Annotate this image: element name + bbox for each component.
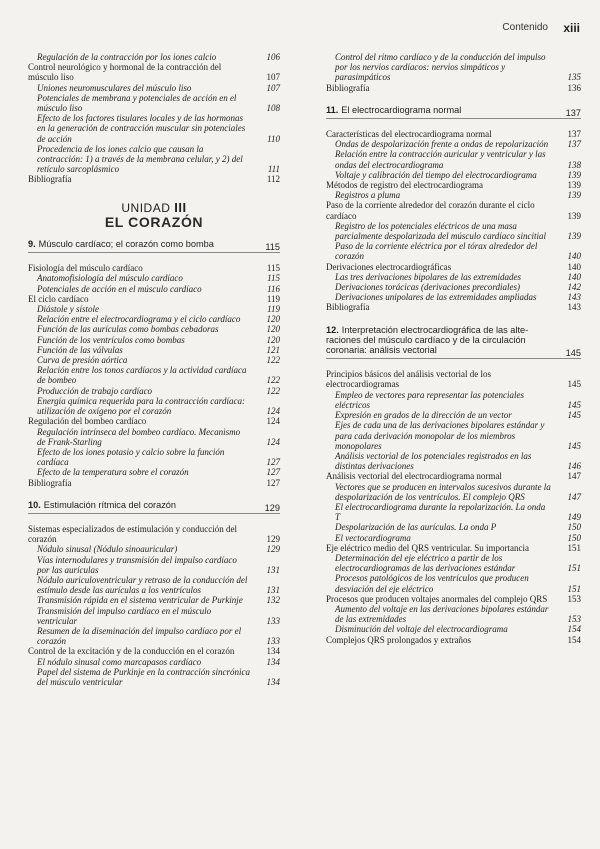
toc-entry[interactable] xyxy=(326,573,581,593)
toc-list xyxy=(326,129,581,313)
header-section-title: Contenido xyxy=(502,22,548,33)
toc-entry[interactable] xyxy=(326,543,581,553)
toc-entry-page: 137 xyxy=(567,139,581,150)
toc-entry-title: Efecto de la temperatura sobre el corazón xyxy=(37,467,189,478)
toc-entry-page: 122 xyxy=(266,375,280,386)
toc-entry-title: Efecto de los factores tisulares locales y de las hormonas en la generación de contracción muscular sin potenciales de acción xyxy=(37,113,246,144)
toc-entry[interactable] xyxy=(28,304,280,314)
toc-entry[interactable] xyxy=(28,335,280,345)
toc-entry[interactable] xyxy=(28,555,280,575)
toc-entry-title: Función de las aurículas como bombas cebadoras xyxy=(37,324,219,335)
toc-entry-page: 139 xyxy=(567,169,581,180)
toc-list xyxy=(28,263,280,487)
toc-entry-page: 133 xyxy=(266,636,280,647)
toc-entry-title: Registros a pluma xyxy=(335,190,401,201)
toc-entry-page: 135 xyxy=(567,72,581,83)
toc-entry-title: Procesos que producen voltajes anormales del complejo QRS xyxy=(326,593,548,604)
toc-entry-page: 146 xyxy=(567,461,581,472)
toc-entry-page: 129 xyxy=(266,544,280,555)
toc-entry[interactable] xyxy=(28,62,280,82)
toc-entry[interactable] xyxy=(326,594,581,604)
toc-entry[interactable] xyxy=(28,314,280,324)
toc-entry[interactable] xyxy=(326,52,581,83)
toc-entry-title: Relación entre el electrocardiograma y el ciclo cardíaco xyxy=(37,314,241,325)
toc-entry[interactable] xyxy=(28,273,280,283)
toc-entry-title: Expresión en grados de la dirección de un vector xyxy=(335,410,512,421)
toc-entry[interactable] xyxy=(28,365,280,385)
toc-entry[interactable] xyxy=(28,626,280,646)
toc-entry-title: Aumento del voltaje en las derivaciones bipolares estándar de las extremidades xyxy=(335,603,549,625)
toc-entry-page: 134 xyxy=(266,676,280,687)
toc-entry-title: El ciclo cardíaco xyxy=(28,293,89,304)
toc-entry-page: 142 xyxy=(567,282,581,293)
toc-entry-title: Bibliografía xyxy=(326,82,370,93)
toc-entry[interactable] xyxy=(326,471,581,481)
toc-entry-page: 127 xyxy=(266,477,280,488)
toc-entry-page: 127 xyxy=(266,457,280,468)
unit-title: EL CORAZÓN xyxy=(104,213,204,230)
toc-entry-page: 140 xyxy=(567,251,581,262)
unit-heading xyxy=(28,199,280,230)
toc-entry-title: Voltaje y calibración del tiempo del electrocardiograma xyxy=(335,169,537,180)
toc-entry-page: 115 xyxy=(267,273,280,284)
toc-entry[interactable] xyxy=(326,553,581,573)
toc-entry[interactable] xyxy=(28,263,280,273)
toc-entry-page: 134 xyxy=(266,646,280,657)
toc-entry-page: 124 xyxy=(266,416,280,427)
toc-entry[interactable] xyxy=(28,52,280,62)
toc-entry-title: Las tres derivaciones bipolares de las extremidades xyxy=(335,271,521,282)
toc-entry-title: Función de las válvulas xyxy=(37,344,123,355)
toc-entry[interactable] xyxy=(326,635,581,645)
toc-entry[interactable] xyxy=(326,83,581,93)
toc-entry-title: Fisiología del músculo cardíaco xyxy=(28,263,143,274)
toc-list xyxy=(28,524,280,687)
toc-entry-title: Nódulo auriculoventricular y retraso de la conducción del estímulo desde las aurículas a los ventrículos xyxy=(37,574,248,596)
toc-entry-title: Bibliografía xyxy=(28,477,72,488)
toc-entry-title: Paso de la corriente eléctrica por el tórax alrededor del corazón xyxy=(335,241,538,262)
chapter-heading[interactable]: 10. Estimulación rítmica del corazón 129 xyxy=(28,499,280,513)
toc-entry-title: Regulación de la contracción por los iones calcio xyxy=(37,52,217,62)
toc-entry-title: Potenciales de acción en el músculo cardíaco xyxy=(37,283,202,294)
toc-entry-page: 107 xyxy=(266,82,280,93)
toc-entry[interactable] xyxy=(326,502,581,522)
toc-entry[interactable] xyxy=(28,467,280,477)
toc-entry[interactable] xyxy=(28,93,280,113)
toc-entry[interactable] xyxy=(28,324,280,334)
toc-entry-page: 139 xyxy=(567,231,581,242)
toc-list xyxy=(326,52,581,93)
running-header xyxy=(0,22,600,36)
toc-entry[interactable] xyxy=(28,284,280,294)
header-page-number: xiii xyxy=(563,21,580,35)
toc-entry[interactable] xyxy=(28,113,280,144)
toc-entry[interactable] xyxy=(326,149,581,169)
toc-entry-page: 110 xyxy=(267,133,280,144)
toc-entry-page: 112 xyxy=(266,174,280,185)
toc-entry-title: Análisis vectorial de los potenciales registrados en las distintas derivaciones xyxy=(335,450,532,472)
toc-entry-page: 121 xyxy=(266,344,280,355)
toc-list xyxy=(326,369,581,644)
toc-entry-page: 140 xyxy=(567,261,581,272)
toc-entry-title: Efecto de los iones potasio y calcio sobre la función cardíaca xyxy=(37,446,225,468)
toc-entry[interactable] xyxy=(326,129,581,139)
toc-entry-page: 147 xyxy=(567,491,581,502)
toc-entry-title: El nódulo sinusal como marcapasos cardíaco xyxy=(37,656,202,667)
toc-entry-page: 120 xyxy=(266,314,280,325)
toc-entry[interactable] xyxy=(28,657,280,667)
toc-entry-page: 153 xyxy=(567,593,581,604)
toc-entry-page: 119 xyxy=(266,293,280,304)
toc-entry-page: 116 xyxy=(267,283,280,294)
toc-entry-page: 137 xyxy=(567,129,581,140)
toc-entry-title: Complejos QRS prolongados y extraños xyxy=(326,634,471,645)
toc-entry-title: Derivaciones torácicas (derivaciones precordiales) xyxy=(335,282,521,293)
chapter-heading[interactable]: 9. Músculo cardíaco; el corazón como bomba 115 xyxy=(28,239,280,253)
toc-entry-page: 139 xyxy=(567,210,581,221)
toc-entry-page: 147 xyxy=(567,471,581,482)
toc-entry-title: Ondas de despolarización frente a ondas de repolarización xyxy=(335,139,549,150)
toc-entry-title: Derivaciones electrocardiográficas xyxy=(326,261,452,272)
toc-entry[interactable] xyxy=(326,262,581,272)
toc-entry[interactable] xyxy=(326,139,581,149)
toc-entry-page: 115 xyxy=(266,263,280,274)
toc-entry-page: 124 xyxy=(266,406,280,417)
toc-entry[interactable] xyxy=(28,386,280,396)
toc-entry[interactable] xyxy=(28,478,280,488)
chapter-title: Interpretación electrocardiográfica de las alteraciones del músculo cardíaco y de la circulación coronaria: análisis vectorial xyxy=(326,324,529,356)
toc-entry[interactable] xyxy=(28,606,280,626)
chapter-heading[interactable]: 11. El electrocardiograma normal 137 xyxy=(326,104,581,118)
toc-entry-page: 143 xyxy=(567,292,581,303)
toc-entry-page: 150 xyxy=(567,522,581,533)
toc-entry[interactable] xyxy=(28,294,280,304)
toc-entry-page: 139 xyxy=(567,190,581,201)
toc-entry-title: Eje eléctrico medio del QRS ventricular. Su importancia xyxy=(326,542,529,553)
toc-column-right xyxy=(326,52,581,645)
unit-numeral: III xyxy=(174,199,187,215)
toc-entry-page: 131 xyxy=(266,585,280,596)
toc-entry[interactable] xyxy=(28,524,280,544)
unit-label: UNIDAD III xyxy=(121,199,187,215)
toc-entry-title: Derivaciones unipolares de las extremidades ampliadas xyxy=(335,292,537,303)
toc-entry-title: Diástole y sístole xyxy=(37,304,99,315)
toc-entry-page: 122 xyxy=(266,355,280,366)
chapter-heading[interactable]: 12. Interpretación electrocardiográfica de las alteraciones del músculo cardíaco y de la circulación coronaria: análisis vectorial 145 xyxy=(326,324,581,359)
toc-entry-title: Control neurológico y hormonal de la contracción del músculo liso xyxy=(28,62,222,83)
toc-entry-title: Transmisión rápida en el sistema ventricular de Purkinje xyxy=(37,595,243,606)
toc-entry-page: 136 xyxy=(567,82,581,93)
toc-entry[interactable] xyxy=(326,282,581,292)
toc-entry[interactable] xyxy=(326,522,581,532)
toc-entry[interactable] xyxy=(326,180,581,190)
toc-entry-title: Producción de trabajo cardíaco xyxy=(37,385,153,396)
toc-entry-page: 145 xyxy=(567,440,581,451)
toc-entry-page: 129 xyxy=(266,534,280,545)
toc-entry-page: 150 xyxy=(567,532,581,543)
toc-entry-page: 134 xyxy=(266,656,280,667)
toc-entry[interactable] xyxy=(28,83,280,93)
toc-entry-title: Función de los ventrículos como bombas xyxy=(37,334,185,345)
toc-entry-title: Registro de los potenciales eléctricos de una masa parcialmente despolarizada del músculo cardíaco sincitial xyxy=(335,220,547,242)
toc-entry[interactable] xyxy=(326,272,581,282)
toc-entry[interactable] xyxy=(28,174,280,184)
toc-entry[interactable] xyxy=(28,144,280,175)
toc-entry[interactable] xyxy=(326,482,581,502)
toc-entry-title: Sistemas especializados de estimulación y conducción del corazón xyxy=(28,523,237,545)
toc-entry-title: Determinación del eje eléctrico a partir de los electrocardiogramas de las derivaciones estándar xyxy=(335,552,516,574)
toc-entry[interactable] xyxy=(326,170,581,180)
toc-entry[interactable] xyxy=(326,221,581,241)
toc-entry-title: Vectores que se producen en intervalos sucesivos durante la despolarización de los ventrículos. El complejo QRS xyxy=(335,481,551,502)
toc-entry-page: 145 xyxy=(567,379,581,390)
toc-entry-title: Nódulo sinusal (Nódulo sinoauricular) xyxy=(37,544,178,555)
toc-entry-page: 151 xyxy=(567,542,581,553)
toc-entry-title: Bibliografía xyxy=(28,174,72,185)
toc-entry-title: Procesos patológicos de los ventrículos que producen desviación del eje eléctrico xyxy=(335,573,529,594)
chapter-page: 145 xyxy=(565,348,581,359)
toc-entry-page: 124 xyxy=(266,436,280,447)
toc-entry[interactable] xyxy=(28,396,280,416)
toc-entry-title: Potenciales de membrana y potenciales de acción en el músculo liso xyxy=(37,92,237,114)
toc-entry-page: 120 xyxy=(266,324,280,335)
chapter-title: El electrocardiograma normal xyxy=(341,104,462,115)
toc-entry-page: 154 xyxy=(567,634,581,645)
toc-entry[interactable] xyxy=(326,390,581,410)
toc-entry-page: 151 xyxy=(567,563,581,574)
toc-entry[interactable] xyxy=(28,447,280,467)
toc-entry-title: Uniones neuromusculares del músculo liso xyxy=(37,82,192,93)
toc-entry-title: Empleo de vectores para representar las potenciales eléctricos xyxy=(335,389,524,410)
toc-entry-title: Despolarización de las aurículas. La onda P xyxy=(335,522,497,533)
toc-entry-title: Regulación intrínseca del bombeo cardíaco. Mecanismo de Frank-Starling xyxy=(37,426,241,447)
toc-entry[interactable] xyxy=(28,575,280,595)
toc-entry-title: Relación entre la contracción auricular y ventricular y las ondas del electrocardiograma xyxy=(335,149,546,170)
toc-entry-title: Control de la excitación y de la conducción en el corazón xyxy=(28,646,235,657)
toc-entry-title: Métodos de registro del electrocardiograma xyxy=(326,180,483,191)
toc-entry-page: 107 xyxy=(266,72,280,83)
toc-entry[interactable] xyxy=(28,345,280,355)
toc-entry[interactable] xyxy=(28,427,280,447)
toc-entry-page: 131 xyxy=(266,564,280,575)
toc-entry-page: 138 xyxy=(567,159,581,170)
toc-entry-title: Bibliografía xyxy=(326,302,370,313)
toc-entry[interactable] xyxy=(326,533,581,543)
toc-list xyxy=(28,52,280,185)
toc-entry-page: 140 xyxy=(567,271,581,282)
chapter-page: 137 xyxy=(565,107,581,118)
toc-entry[interactable] xyxy=(326,451,581,471)
toc-entry-title: Anatomofisiología del músculo cardíaco xyxy=(37,273,183,284)
toc-entry[interactable] xyxy=(326,624,581,634)
toc-entry[interactable] xyxy=(326,292,581,302)
toc-entry-title: Resumen de la diseminación del impulso cardíaco por el corazón xyxy=(37,625,242,647)
toc-entry-page: 133 xyxy=(266,615,280,626)
toc-entry-page: 153 xyxy=(567,614,581,625)
toc-entry-title: Control del ritmo cardíaco y de la conducción del impulso por los nervios cardíacos: nervios simpáticos y parasimpáticos xyxy=(335,52,546,83)
toc-entry-page: 143 xyxy=(567,302,581,313)
chapter-page: 129 xyxy=(264,502,280,513)
toc-entry[interactable] xyxy=(326,369,581,389)
toc-entry-page: 127 xyxy=(266,467,280,478)
toc-entry-page: 151 xyxy=(567,583,581,594)
toc-entry[interactable] xyxy=(28,667,280,687)
toc-entry-title: Principios básicos del análisis vectorial de los electrocardiogramas xyxy=(326,369,491,390)
toc-entry[interactable] xyxy=(28,416,280,426)
toc-entry[interactable] xyxy=(326,190,581,200)
toc-entry-title: Relación entre los tonos cardíacos y la actividad cardíaca de bombeo xyxy=(37,365,247,386)
toc-entry-title: Curva de presión aórtica xyxy=(37,355,128,366)
toc-entry[interactable] xyxy=(326,241,581,261)
toc-entry-page: 120 xyxy=(266,334,280,345)
chapter-title: Estimulación rítmica del corazón xyxy=(43,499,177,510)
toc-entry-page: 119 xyxy=(267,304,280,315)
toc-entry-title: El vectocardiograma xyxy=(335,532,411,543)
toc-entry-page: 122 xyxy=(266,385,280,396)
toc-entry-page: 149 xyxy=(567,512,581,523)
toc-entry-title: Procedencia de los iones calcio que causan la contracción: 1) a través de la membrana celular, y 2) del retículo sarcoplásmico xyxy=(37,143,243,175)
toc-entry-title: Ejes de cada una de las derivaciones bipolares estándar y para cada derivación monopolar de los miembros monopolares xyxy=(335,420,545,451)
toc-entry-title: Análisis vectorial del electrocardiograma normal xyxy=(326,471,502,482)
toc-entry-title: Transmisión del impulso cardíaco en el músculo ventricular xyxy=(37,605,212,626)
toc-entry-page: 111 xyxy=(267,164,280,175)
toc-entry-page: 145 xyxy=(567,399,581,410)
toc-entry-title: Papel del sistema de Purkinje en la contracción sincrónica del músculo ventricular xyxy=(37,666,250,687)
toc-entry-page: 106 xyxy=(266,52,280,62)
toc-entry[interactable] xyxy=(28,544,280,554)
toc-entry-page: 132 xyxy=(266,595,280,606)
chapter-title: Músculo cardíaco; el corazón como bomba xyxy=(38,239,214,250)
toc-entry-title: Paso de la corriente alrededor del corazón durante el ciclo cardíaco xyxy=(326,200,535,221)
toc-entry-title: El electrocardiograma durante la repolarización. La onda T xyxy=(335,501,546,523)
toc-entry-title: Regulación del bombeo cardíaco xyxy=(28,416,147,427)
toc-entry[interactable] xyxy=(28,595,280,605)
toc-entry-title: Vías internodulares y transmisión del impulso cardíaco por las aurículas xyxy=(37,554,237,575)
toc-entry[interactable] xyxy=(28,646,280,656)
toc-column-left xyxy=(28,52,280,687)
toc-entry[interactable] xyxy=(326,302,581,312)
toc-entry[interactable] xyxy=(326,420,581,451)
toc-entry-page: 108 xyxy=(266,103,280,114)
toc-entry[interactable] xyxy=(326,410,581,420)
toc-entry[interactable] xyxy=(326,604,581,624)
chapter-page: 115 xyxy=(265,242,280,253)
toc-entry[interactable] xyxy=(326,200,581,220)
toc-entry-title: Características del electrocardiograma normal xyxy=(326,129,492,140)
toc-entry-page: 139 xyxy=(567,180,581,191)
toc-entry[interactable] xyxy=(28,355,280,365)
toc-entry-page: 154 xyxy=(567,624,581,635)
toc-entry-page: 145 xyxy=(567,410,581,421)
toc-entry-title: Energía química requerida para la contracción cardíaca: utilización de oxígeno por el corazón xyxy=(37,395,245,417)
toc-entry-title: Disminución del voltaje del electrocardiograma xyxy=(335,624,508,635)
